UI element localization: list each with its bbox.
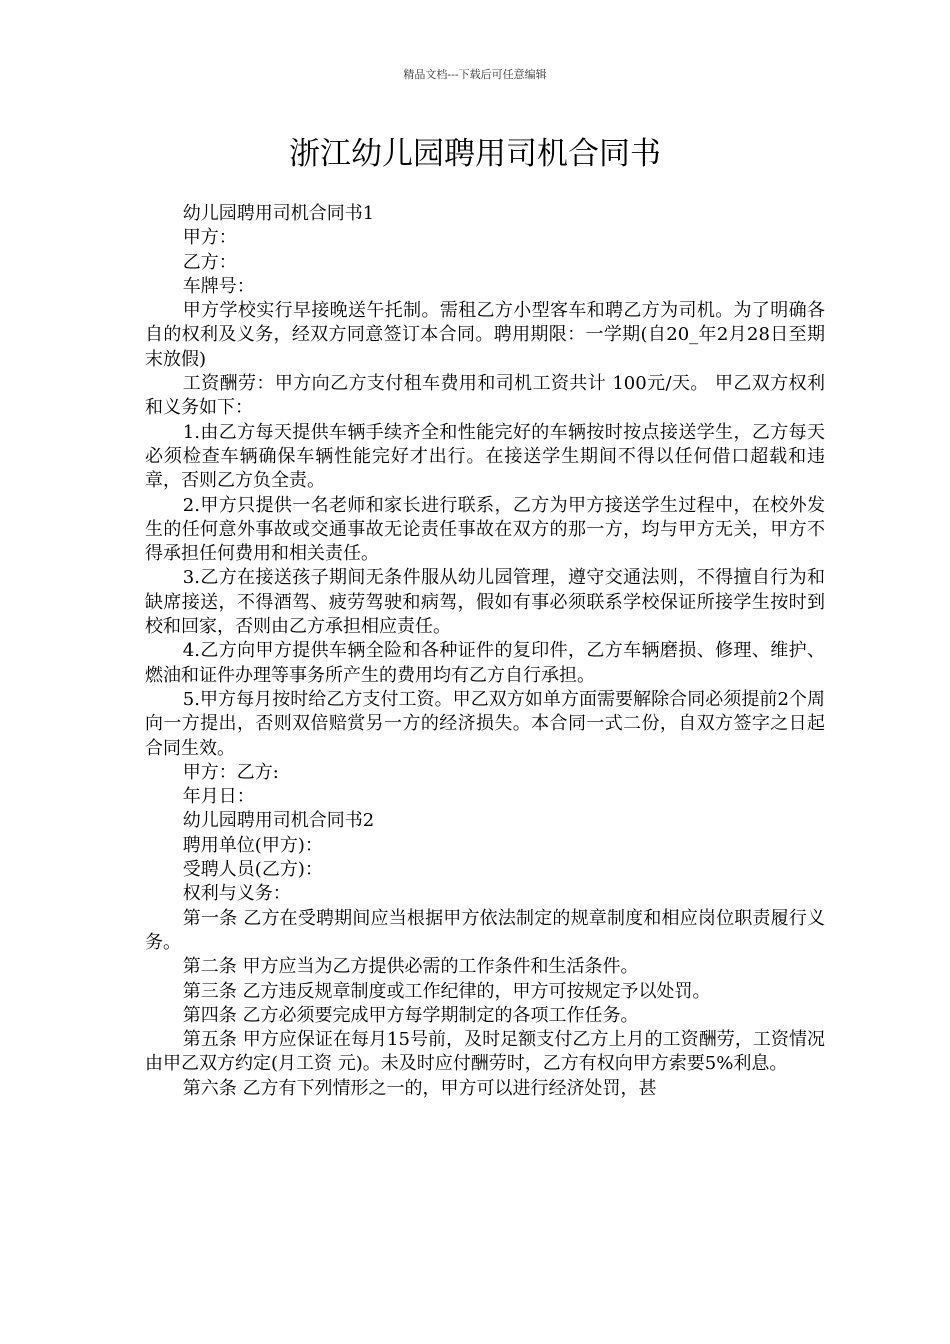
clause: 1.由乙方每天提供车辆手续齐全和性能完好的车辆按时按点接送学生，乙方每天必须检查车辆确保车辆性能完好才出行。在接送学生期间不得以任何借口超载和违章，否则乙方负全责。 [145, 421, 825, 492]
paragraph: 甲方学校实行早接晚送午托制。需租乙方小型客车和聘乙方为司机。为了明确各自的权利及义务，经双方同意签订本合同。聘用期限：一学期(自20_年2月28日至期末放假) [145, 300, 825, 370]
clause: 3.乙方在接送孩子期间无条件服从幼儿园管理，遵守交通法则，不得擅自行为和缺席接送，不得酒驾、疲劳驾驶和病驾，假如有事必须联系学校保证所接学生按时到校和回家，否则由乙方承担相应责任。 [145, 567, 825, 638]
paragraph: 工资酬劳：甲方向乙方支付租车费用和司机工资共计 100元/天。 甲乙双方权利和义务如下： [145, 373, 825, 419]
article: 第一条 乙方在受聘期间应当根据甲方依法制定的规章制度和相应岗位职责履行义务。 [145, 907, 825, 953]
signature-line: 甲方：乙方: [182, 761, 279, 783]
header-note: 精品文档---下载后可任意编辑 [403, 68, 547, 81]
party-a-line: 甲方： [182, 227, 237, 249]
plate-number-line: 车牌号： [182, 275, 255, 297]
article: 第五条 甲方应保证在每月15号前，及时足额支付乙方上月的工资酬劳，工资情况由甲乙双方约定(月工资 元)。未及时应付酬劳时，乙方有权向甲方索要5%利息。 [145, 1029, 825, 1075]
article: 第六条 乙方有下列情形之一的，甲方可以进行经济处罚，甚 [182, 1077, 657, 1099]
clause: 4.乙方向甲方提供车辆全险和各种证件的复印件，乙方车辆磨损、修理、维护、燃油和证件办理等事务所产生的费用均有乙方自行承担。 [145, 640, 825, 686]
article: 第三条 乙方违反规章制度或工作纪律的，甲方可按规定予以处罚。 [182, 980, 711, 1002]
clause: 5.甲方每月按时给乙方支付工资。甲乙双方如单方面需要解除合同必须提前2个周向一方提出，否则双倍赔赏另一方的经济损失。本合同一式二份，自双方签字之日起合同生效。 [145, 688, 825, 759]
document-body [145, 202, 825, 1101]
article: 第二条 甲方应当为乙方提供必需的工作条件和生活条件。 [182, 956, 639, 978]
document-title: 浙江幼儿园聘用司机合同书 [289, 136, 661, 172]
article: 第四条 乙方必须要完成甲方每学期制定的各项工作任务。 [182, 1004, 639, 1026]
employee-line: 受聘人员(乙方)： [182, 859, 323, 881]
clause: 2.甲方只提供一名老师和家长进行联系，乙方为甲方接送学生过程中，在校外发生的任何意外事故或交通事故无论责任事故在双方的那一方，均与甲方无关，甲方不得承担任何费用和相关责任。 [145, 494, 825, 565]
date-line: 年月日： [182, 786, 255, 808]
party-b-line: 乙方： [182, 251, 237, 273]
rights-heading: 权利与义务： [182, 883, 291, 905]
section-heading-1: 幼儿园聘用司机合同书1 [182, 203, 375, 224]
employer-line: 聘用单位(甲方)： [182, 834, 323, 856]
section-heading-2: 幼儿园聘用司机合同书2 [182, 810, 375, 832]
